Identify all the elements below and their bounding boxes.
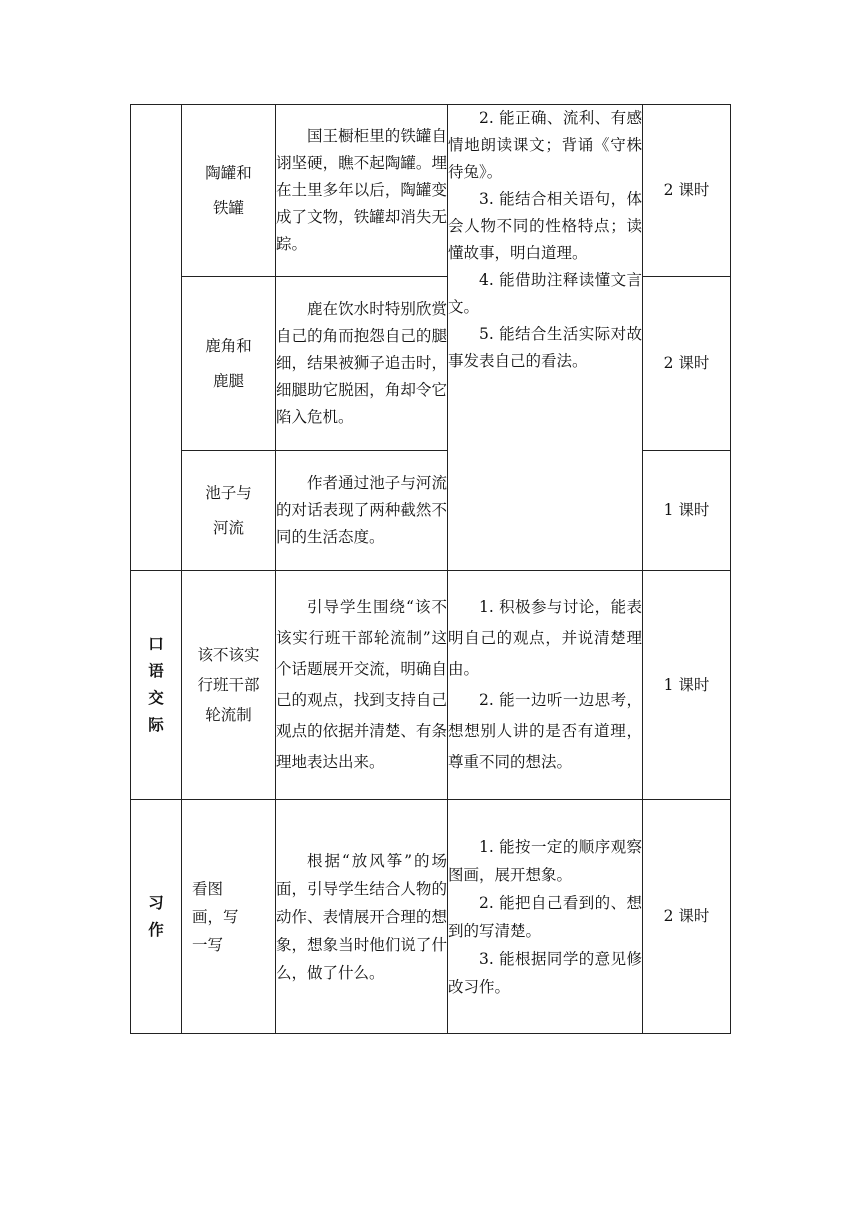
lesson-content: 根据“放风筝”的场面，引导学生结合人物的动作、表情展开合理的想象，想象当时他们说了什么，做了什么。 [276,851,447,982]
lesson-content: 国王橱柜里的铁罐自诩坚硬，瞧不起陶罐。埋在土里多年以后，陶罐变成了文物，铁罐却消失无踪。 [276,127,447,253]
table-row [131,105,731,277]
table-row [131,800,731,1034]
goal-item: 3. 能根据同学的意见修改习作。 [448,949,642,996]
lesson-title: 池子与河流 [205,483,252,537]
category-cell [131,800,182,1034]
goal-item: 2. 能一边听一边思考，想想别人讲的是否有道理，尊重不同的想法。 [448,691,642,771]
hours-cell [643,277,731,451]
lesson-title: 看图画，写一写 [192,879,239,954]
lesson-content-cell [276,800,448,1034]
lesson-content-cell [276,277,448,451]
lesson-goals-cell [448,800,643,1034]
hours-cell [643,571,731,800]
lesson-content-cell [276,451,448,571]
lesson-content: 鹿在饮水时特别欣赏自己的角而抱怨自己的腿细，结果被狮子追击时，细腿助它脱困，角却令它陷入危机。 [276,300,447,426]
lesson-hours: 2 课时 [663,181,710,199]
goal-item: 1. 能按一定的顺序观察图画，展开想象。 [448,837,642,884]
goal-item: 4. 能借助注释读懂文言文。 [448,271,642,316]
category-cell [131,571,182,800]
lesson-title-cell [182,451,276,571]
lesson-plan-table [130,104,731,1034]
category-label: 习作 [148,893,164,939]
lesson-title-cell [182,571,276,800]
goal-item: 2. 能把自己看到的、想到的写清楚。 [448,893,642,940]
lesson-hours: 2 课时 [663,907,710,925]
lesson-title: 该不该实行班干部轮流制 [197,646,260,724]
lesson-content: 作者通过池子与河流的对话表现了两种截然不同的生活态度。 [276,474,447,546]
goal-item: 2. 能正确、流利、有感情地朗读课文；背诵《守株待兔》。 [448,109,642,181]
goal-item: 5. 能结合生活实际对故事发表自己的看法。 [448,325,642,370]
lesson-goals-cell [448,571,643,800]
hours-cell [643,451,731,571]
lesson-title-cell [182,800,276,1034]
lesson-title-cell [182,277,276,451]
category-label: 口语交际 [148,635,164,734]
hours-cell [643,105,731,277]
goal-item: 1. 积极参与讨论，能表明自己的观点，并说清楚理由。 [448,598,642,678]
lesson-content-cell [276,571,448,800]
category-cell [131,105,182,571]
goal-item: 3. 能结合相关语句，体会人物不同的性格特点；读懂故事，明白道理。 [448,190,642,262]
lesson-title: 鹿角和鹿腿 [205,336,252,390]
table-row [131,571,731,800]
lesson-hours: 2 课时 [663,354,710,372]
lesson-title: 陶罐和铁罐 [205,163,252,217]
lesson-title-cell [182,105,276,277]
lesson-goals-cell [448,105,643,571]
lesson-hours: 1 课时 [663,675,710,694]
hours-cell [643,800,731,1034]
lesson-hours: 1 课时 [663,501,710,519]
lesson-content: 引导学生围绕“该不该实行班干部轮流制”这个话题展开交流，明确自己的观点，找到支持自己观点的依据并清楚、有条理地表达出来。 [276,598,447,771]
lesson-content-cell [276,105,448,277]
